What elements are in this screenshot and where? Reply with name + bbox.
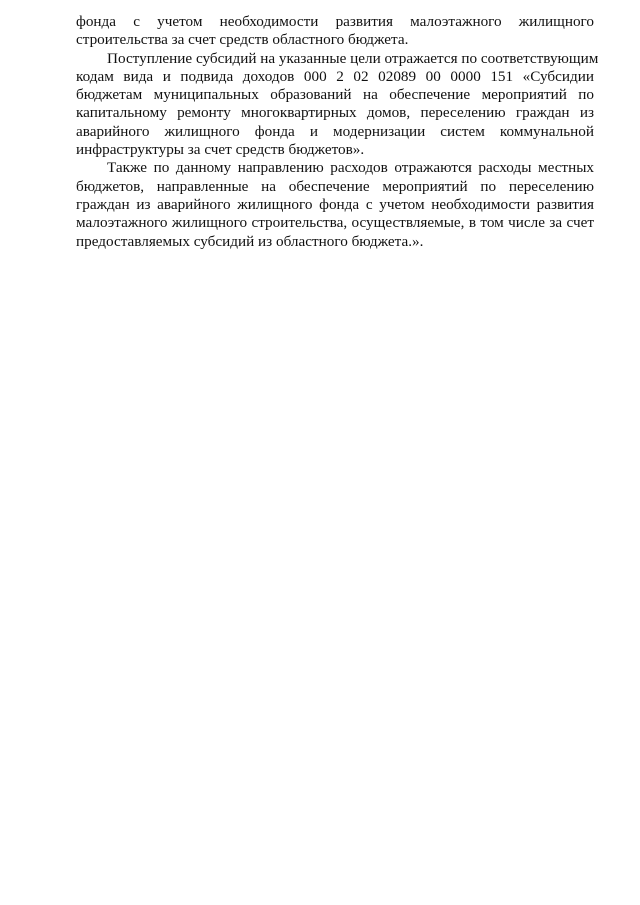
text-line: фонда с учетом необходимости развития малоэтажного жилищного [76, 13, 594, 30]
text-line: Поступление субсидий на указанные цели отражается по соответствующим [107, 49, 599, 67]
text-line: бюджетов, направленные на обеспечение мероприятий по переселению [76, 177, 594, 195]
text-line: кодам вида и подвида доходов 000 2 02 02089 00 0000 151 «Субсидии [76, 67, 594, 85]
text-line: аварийного жилищного фонда и модернизации систем коммунальной [76, 122, 594, 140]
text-line: капитальному ремонту многоквартирных домов, переселению граждан из [76, 104, 594, 122]
text-line: инфраструктуры за счет средств бюджетов». [76, 141, 365, 159]
text-line: бюджетам муниципальных образований на обеспечение мероприятий по [76, 86, 594, 104]
paragraph-continuation [76, 13, 594, 50]
paragraph-local-expenses [76, 159, 594, 250]
text-line: строительства за счет средств областного бюджета. [76, 31, 409, 49]
document-body [76, 13, 599, 251]
text-line: предоставляемых субсидий из областного бюджета.». [76, 232, 424, 250]
paragraph-subsidy-receipts [76, 49, 599, 160]
text-line: граждан из аварийного жилищного фонда с учетом необходимости развития [76, 195, 594, 213]
text-line: малоэтажного жилищного строительства, осуществляемые, в том числе за счет [76, 214, 594, 232]
text-line: Также по данному направлению расходов отражаются расходы местных [107, 159, 594, 177]
